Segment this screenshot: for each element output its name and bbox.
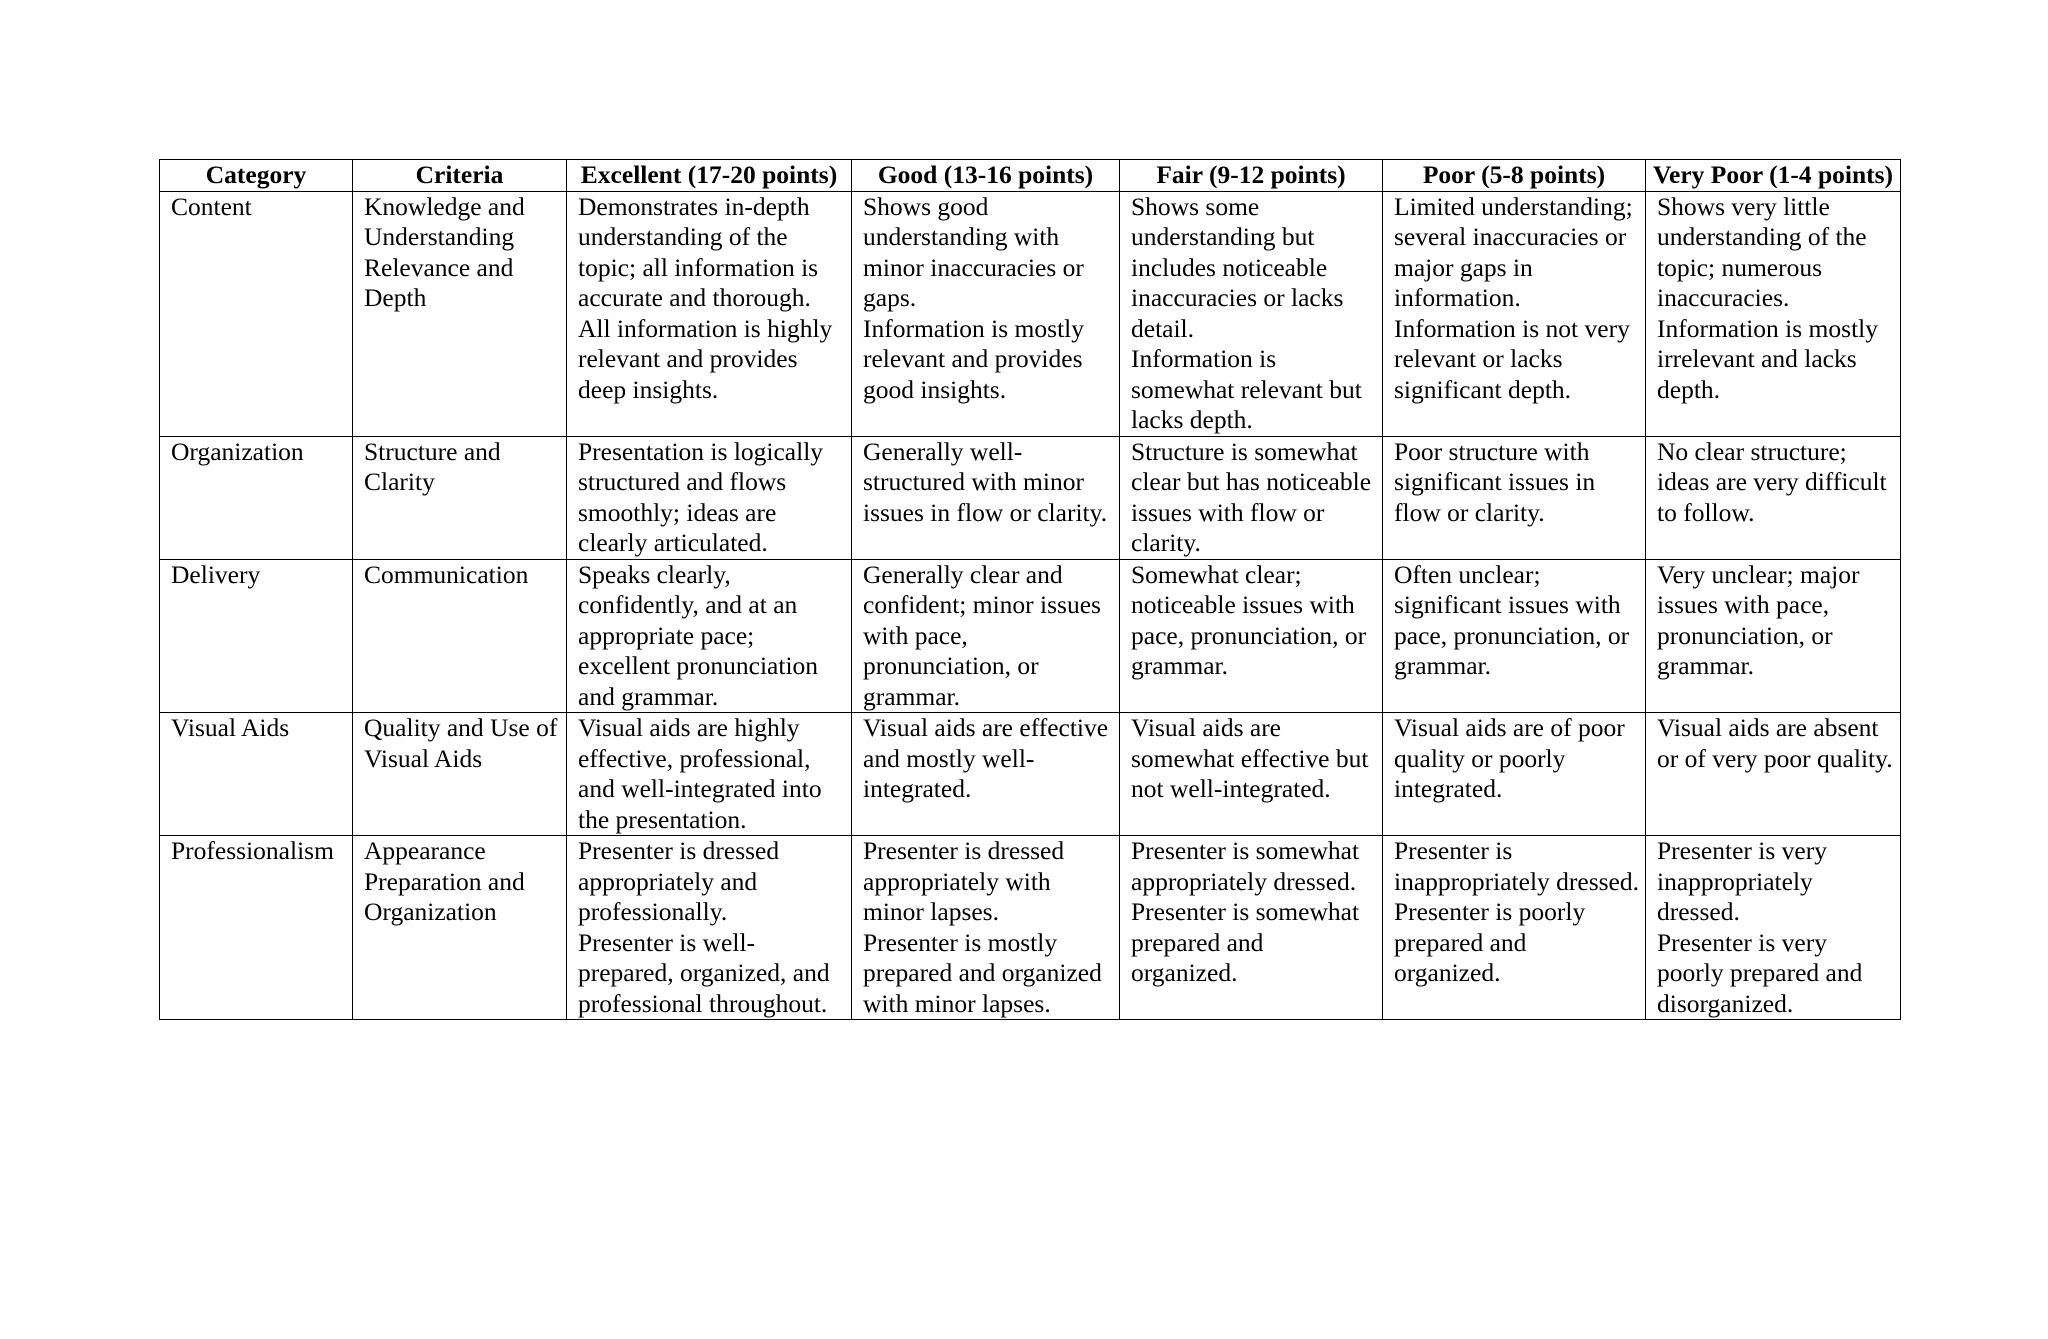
cell-text: Demonstrates in-depth understanding of the topic; all information is accurate and thorough. <box>578 191 819 312</box>
cell-text: Often unclear; significant issues with pace, pronunciation, or grammar. <box>1394 559 1630 680</box>
excellent-cell <box>567 191 852 436</box>
cell-text: Information is not very relevant or lacks significant depth. <box>1394 313 1630 404</box>
table-row <box>160 559 1901 713</box>
cell-text: Presenter is somewhat prepared and organized. <box>1131 897 1360 987</box>
criteria-cell <box>353 191 567 436</box>
table-row <box>160 713 1901 836</box>
header-criteria: Criteria <box>353 160 567 192</box>
very-poor-cell <box>1646 559 1901 713</box>
poor-cell <box>1383 713 1646 836</box>
good-cell <box>852 436 1120 559</box>
rubric-header <box>160 160 1901 192</box>
cell-text: No clear structure; ideas are very difficult to follow. <box>1657 436 1887 527</box>
very-poor-cell <box>1646 836 1901 1020</box>
cell-text: Information is somewhat relevant but lacks depth. <box>1131 344 1362 434</box>
excellent-cell <box>567 436 852 559</box>
fair-cell <box>1120 191 1383 436</box>
good-cell <box>852 559 1120 713</box>
cell-text: Limited understanding; several inaccuracies or major gaps in information. <box>1394 191 1633 312</box>
header-fair: Fair (9-12 points) <box>1120 160 1383 192</box>
header-good: Good (13-16 points) <box>852 160 1120 192</box>
poor-cell <box>1383 191 1646 436</box>
category-cell: Content <box>160 191 353 436</box>
cell-text: Structure is somewhat clear but has noticeable issues with flow or clarity. <box>1131 436 1372 557</box>
fair-cell <box>1120 713 1383 836</box>
cell-text: Structure and Clarity <box>364 436 501 496</box>
cell-text: Somewhat clear; noticeable issues with pace, pronunciation, or grammar. <box>1131 559 1367 680</box>
very-poor-cell <box>1646 191 1901 436</box>
cell-text: Visual aids are of poor quality or poorly integrated. <box>1394 713 1625 803</box>
criteria-cell <box>353 836 567 1020</box>
cell-text: Generally clear and confident; minor issues with pace, pronunciation, or grammar. <box>863 559 1101 711</box>
cell-text: Poor structure with significant issues in flow or clarity. <box>1394 436 1596 527</box>
cell-text: Shows very little understanding of the topic; numerous inaccuracies. <box>1657 191 1867 312</box>
cell-text: Shows some understanding but includes noticeable inaccuracies or lacks detail. <box>1131 191 1344 343</box>
category-cell: Organization <box>160 436 353 559</box>
cell-text: Presenter is mostly prepared and organized with minor lapses. <box>863 927 1102 1018</box>
cell-text: Presenter is dressed appropriately and professionally. <box>578 836 780 926</box>
table-row <box>160 836 1901 1020</box>
rubric-body <box>160 191 1901 1020</box>
cell-text: Appearance <box>364 836 486 865</box>
cell-text: Visual aids are absent or of very poor quality. <box>1657 713 1893 773</box>
cell-text: Information is mostly irrelevant and lacks depth. <box>1657 313 1878 404</box>
cell-text: Presenter is dressed appropriately with minor lapses. <box>863 836 1065 926</box>
cell-text: Quality and Use of Visual Aids <box>364 713 558 773</box>
good-cell <box>852 191 1120 436</box>
very-poor-cell <box>1646 713 1901 836</box>
fair-cell <box>1120 559 1383 713</box>
category-cell: Visual Aids <box>160 713 353 836</box>
table-row <box>160 191 1901 436</box>
cell-text: Relevance and Depth <box>364 252 514 312</box>
header-row <box>160 160 1901 192</box>
header-excellent: Excellent (17-20 points) <box>567 160 852 192</box>
table-row <box>160 436 1901 559</box>
cell-text: Very unclear; major issues with pace, pronunciation, or grammar. <box>1657 559 1860 680</box>
header-very-poor: Very Poor (1-4 points) <box>1646 160 1901 192</box>
criteria-cell <box>353 436 567 559</box>
cell-text: Presenter is very inappropriately dressed. <box>1657 836 1827 926</box>
poor-cell <box>1383 836 1646 1020</box>
category-cell: Delivery <box>160 559 353 713</box>
header-poor: Poor (5-8 points) <box>1383 160 1646 192</box>
cell-text: Presentation is logically structured and flows smoothly; ideas are clearly articulated. <box>578 436 824 557</box>
cell-text: Presenter is poorly prepared and organized. <box>1394 897 1586 987</box>
criteria-cell <box>353 559 567 713</box>
rubric-table <box>159 159 1901 1020</box>
very-poor-cell <box>1646 436 1901 559</box>
cell-text: All information is highly relevant and provides deep insights. <box>578 313 833 404</box>
excellent-cell <box>567 836 852 1020</box>
cell-text: Presenter is inappropriately dressed. <box>1394 836 1640 896</box>
cell-text: Speaks clearly, confidently, and at an appropriate pace; excellent pronunciation and grammar. <box>578 559 819 711</box>
criteria-cell <box>353 713 567 836</box>
excellent-cell <box>567 559 852 713</box>
fair-cell <box>1120 836 1383 1020</box>
cell-text: Shows good understanding with minor inaccuracies or gaps. <box>863 191 1084 312</box>
cell-text: Presenter is somewhat appropriately dressed. <box>1131 836 1360 896</box>
poor-cell <box>1383 436 1646 559</box>
cell-text: Presenter is well-prepared, organized, and professional throughout. <box>578 927 830 1018</box>
good-cell <box>852 836 1120 1020</box>
cell-text: Generally well-structured with minor issues in flow or clarity. <box>863 436 1108 527</box>
cell-text: Knowledge and Understanding <box>364 191 525 251</box>
cell-text: Visual aids are highly effective, professional, and well-integrated into the presentation. <box>578 713 822 834</box>
excellent-cell <box>567 713 852 836</box>
cell-text: Presenter is very poorly prepared and disorganized. <box>1657 927 1863 1018</box>
good-cell <box>852 713 1120 836</box>
cell-text: Information is mostly relevant and provides good insights. <box>863 313 1084 404</box>
cell-text: Visual aids are effective and mostly well-integrated. <box>863 713 1109 803</box>
cell-text: Visual aids are somewhat effective but not well-integrated. <box>1131 713 1369 803</box>
header-category: Category <box>160 160 353 192</box>
category-cell: Professionalism <box>160 836 353 1020</box>
fair-cell <box>1120 436 1383 559</box>
cell-text: Preparation and Organization <box>364 866 525 926</box>
cell-text: Communication <box>364 559 529 589</box>
poor-cell <box>1383 559 1646 713</box>
